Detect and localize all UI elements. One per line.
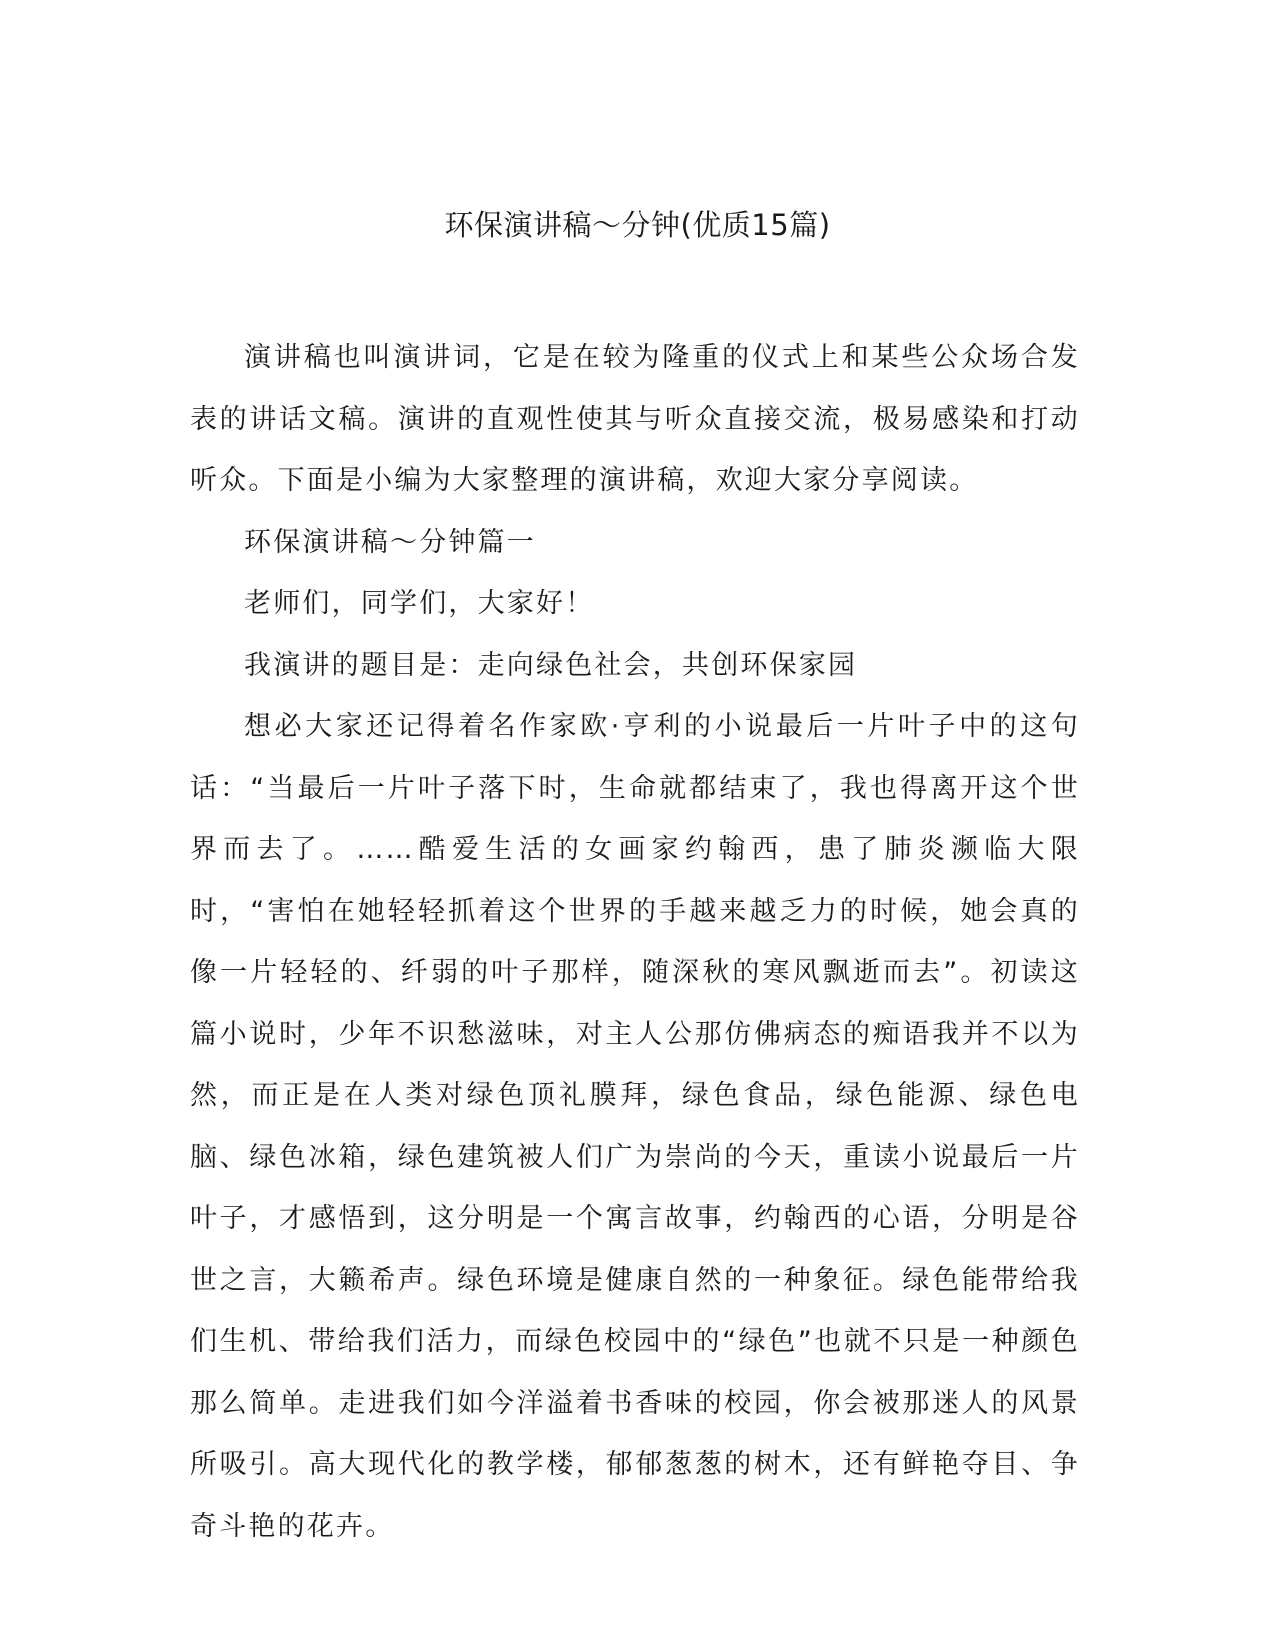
body-paragraph: 想必大家还记得着名作家欧·亨利的小说最后一片叶子中的这句话：“当最后一片叶子落下时，生命就都结束了，我也得离开这个世界而去了。……酷爱生活的女画家约翰西，患了肺炎濒临大限时，“害怕在她轻轻抓着这个世界的手越来越乏力的时候，她会真的像一片轻轻的、纤弱的叶子那样，随深秋的寒风飘逝而去”。初读这篇小说时，少年不识愁滋味，对主人公那仿佛病态的痴语我并不以为然，而正是在人类对绿色顶礼膜拜，绿色食品，绿色能源、绿色电脑、绿色冰箱，绿色建筑被人们广为崇尚的今天，重读小说最后一片叶子，才感悟到，这分明是一个寓言故事，约翰西的心语，分明是谷世之言，大籁希声。绿色环境是健康自然的一种象征。绿色能带给我们生机、带给我们活力，而绿色校园中的“绿色”也就不只是一种颜色那么简单。走进我们如今洋溢着书香味的校园，你会被那迷人的风景所吸引。高大现代化的教学楼，郁郁葱葱的树木，还有鲜艳夺目、争奇斗艳的花卉。 [190,711,1080,1542]
intro-paragraph: 演讲稿也叫演讲词，它是在较为隆重的仪式上和某些公众场合发表的讲话文稿。演讲的直观性使其与听众直接交流，极易感染和打动听众。下面是小编为大家整理的演讲稿，欢迎大家分享阅读。 [190,342,1080,496]
speech-topic-paragraph: 我演讲的题目是：走向绿色社会，共创环保家园 [244,649,858,681]
greeting-paragraph: 老师们，同学们，大家好！ [244,588,595,619]
document-title: 环保演讲稿～分钟(优质15篇) [444,208,831,242]
section-heading: 环保演讲稿～分钟篇一 [244,526,536,558]
document-body [190,327,1080,1557]
